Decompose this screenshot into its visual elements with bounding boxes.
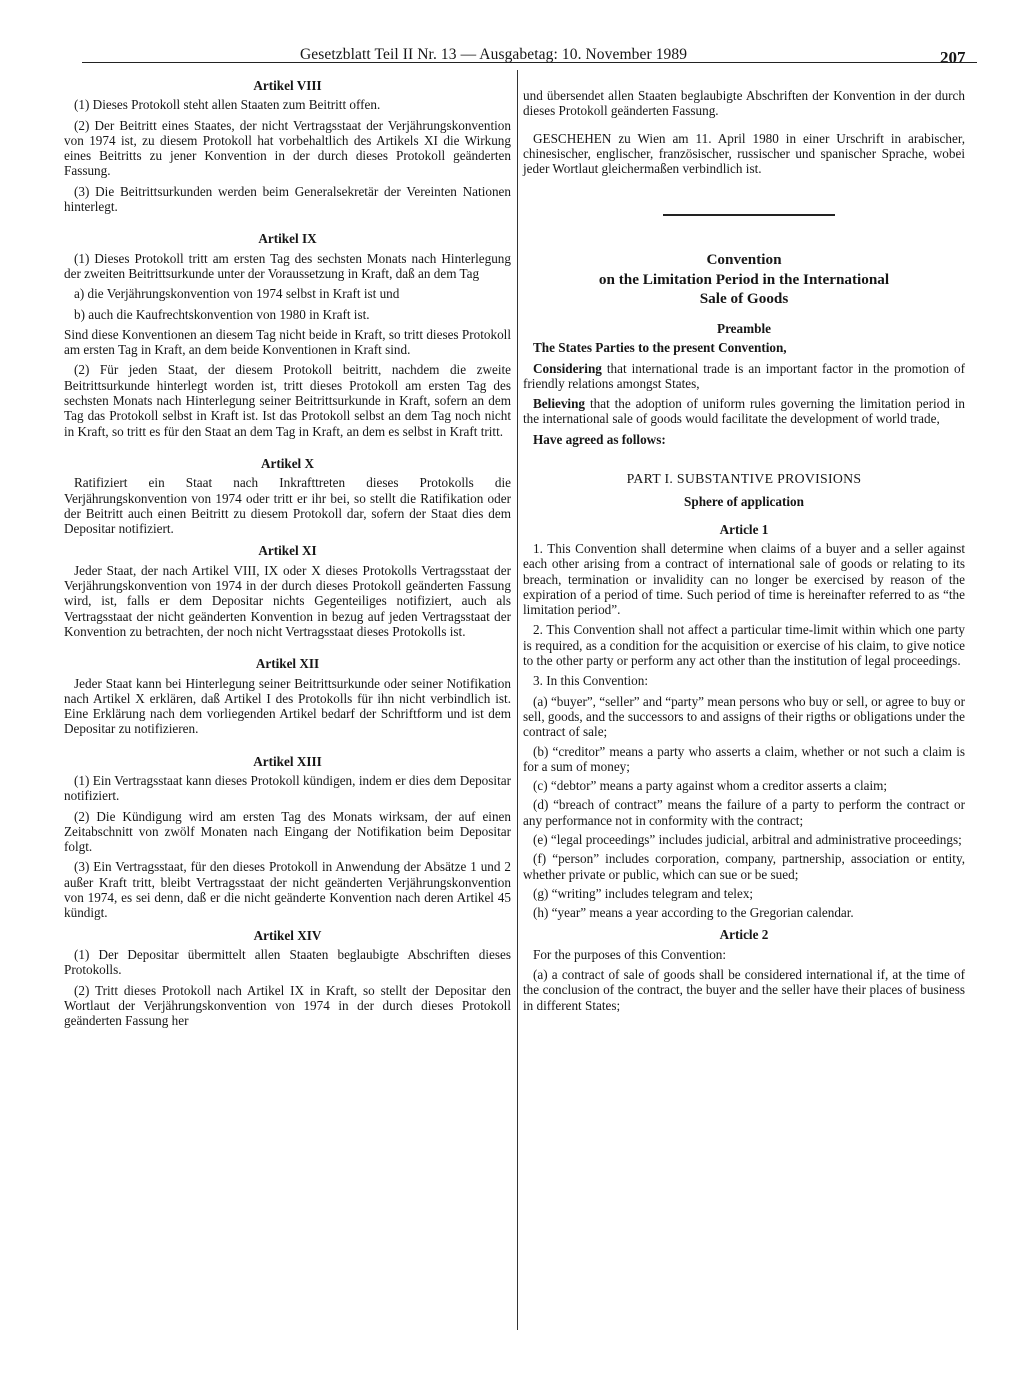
article-heading: Artikel VIII bbox=[253, 78, 322, 93]
article-heading: Article 2 bbox=[719, 927, 769, 943]
agreed-line: Have agreed as follows: bbox=[533, 431, 666, 447]
list-item: (d) “breach of contract” means the failure of a party to perform the contract or any performance not in conformity with the contract; bbox=[523, 797, 965, 828]
list-item: a) die Verjährungskonvention von 1974 selbst in Kraft ist und bbox=[74, 286, 400, 302]
paragraph: (3) Die Beitrittsurkunden werden beim Generalsekretär der Vereinten Nationen hinterlegt. bbox=[64, 183, 511, 215]
list-item: b) auch die Kaufrechtskonvention von 1980 in Kraft ist. bbox=[74, 306, 370, 322]
article-heading: Artikel XIV bbox=[253, 927, 322, 943]
column-divider bbox=[517, 70, 518, 1330]
believing-paragraph bbox=[523, 396, 965, 427]
paragraph: (2) Die Kündigung wird am ersten Tag des Monats wirksam, der auf einen Zeitabschnitt von zwölf Monaten nach Eingang der Notifikation beim Depositar folgt. bbox=[64, 808, 511, 855]
list-item: (b) “creditor” means a party who asserts a claim, whether or not such a claim is for a sum of money; bbox=[523, 743, 965, 774]
considering-lead: Considering bbox=[533, 360, 602, 376]
paragraph: Ratifiziert ein Staat nach Inkrafttreten dieses Protokolls die Verjährungskonvention von 1974 oder tritt er ihr bei, so stellt die Ratifikation oder der Beitritt auch einen Beitritt zu diesem Protokoll dar, sofern der Staat dies dem Depositar notifiziert. bbox=[64, 475, 511, 537]
part-heading: PART I. SUBSTANTIVE PROVISIONS bbox=[626, 471, 862, 487]
believing-text: that the adoption of uniform rules governing the limitation period in the international sale of goods would facilitate the development of world trade, bbox=[523, 396, 966, 427]
paragraph: Jeder Staat, der nach Artikel VIII, IX oder X dieses Protokolls Vertragsstaat der Verjährungskonvention von 1974 in der durch dieses Protokoll geänderten Fassung wird, ist, falls er dem Depositar nichts Gegenteiliges notifiziert, auch als Vertragsstaat der nicht geänderten Konvention in bezug auf jeden Vertragsstaat der Konvention zu betrachten, der noch nicht Vertragsstaat dieses Protokolls ist. bbox=[64, 562, 511, 639]
list-item: (a) “buyer”, “seller” and “party” mean persons who buy or sell, or agree to buy or sell, goods, and the successors to and assigns of their rigths or obligations under the contract of sale; bbox=[523, 693, 965, 740]
gazette-title: Gesetzblatt Teil II Nr. 13 — Ausgabetag: 10. November 1989 bbox=[300, 46, 688, 63]
list-item: (f) “person” includes corporation, company, partnership, association or entity, whether private or public, which can sue or be sued; bbox=[523, 851, 965, 882]
paragraph: For the purposes of this Convention: bbox=[533, 946, 727, 962]
convention-title bbox=[523, 250, 965, 309]
convention-title-line: on the Limitation Period in the International bbox=[598, 270, 890, 288]
list-item: (g) “writing” includes telegram and telex; bbox=[533, 885, 754, 901]
paragraph: (1) Dieses Protokoll steht allen Staaten zum Beitritt offen. bbox=[74, 97, 381, 113]
paragraph: 3. In this Convention: bbox=[533, 673, 649, 689]
article-heading: Artikel XIII bbox=[253, 753, 322, 769]
believing-lead: Believing bbox=[533, 396, 586, 412]
header-rule bbox=[82, 62, 977, 63]
list-item: (a) a contract of sale of goods shall be considered international if, at the time of the conclusion of the contract, the buyer and the seller have their places of business in different States; bbox=[523, 967, 965, 1013]
article-heading: Artikel XI bbox=[258, 543, 317, 559]
list-item: (c) “debtor” means a party against whom a creditor asserts a claim; bbox=[533, 778, 888, 794]
paragraph: (3) Ein Vertragsstaat, für den dieses Protokoll in Anwendung der Absätze 1 und 2 außer Kraft tritt, bleibt Vertragsstaat der nicht geänderten Verjährungskonvention von 1974, es sei denn, daß er die nicht geänderte Konvention nach deren Artikel 45 kündigt. bbox=[64, 859, 511, 921]
preamble-heading: Preamble bbox=[717, 320, 771, 336]
preamble-parties: The States Parties to the present Convention, bbox=[533, 340, 787, 356]
article-heading: Article 1 bbox=[719, 521, 769, 537]
page-header bbox=[0, 40, 1024, 70]
list-item: (h) “year” means a year according to the Gregorian calendar. bbox=[533, 905, 854, 921]
convention-title-line: Sale of Goods bbox=[699, 290, 789, 308]
done-at-paragraph: GESCHEHEN zu Wien am 11. April 1980 in einer Urschrift in arabischer, chinesischer, englischer, französischer, russischer und spanischer Sprache, wobei jeder Wortlaut gleichermaßen verbindlich ist. bbox=[523, 130, 965, 177]
paragraph: (1) Ein Vertragsstaat kann dieses Protokoll kündigen, indem er dies dem Depositar notifiziert. bbox=[64, 772, 511, 804]
list-item: (e) “legal proceedings” includes judicial, arbitral and administrative proceedings; bbox=[533, 832, 962, 847]
paragraph: 1. This Convention shall determine when claims of a buyer and a seller against each other arising from a contract of international sale of goods or relating to its breach, termination or invalidity can no longer be exercised by reason of the expiration of a period of time. Such period of time is hereinafter referred to as “the limitation period”. bbox=[523, 540, 965, 618]
paragraph: (1) Der Depositar übermittelt allen Staaten beglaubigte Abschriften dieses Protokolls. bbox=[64, 946, 511, 978]
article-heading: Artikel X bbox=[260, 455, 315, 471]
article-heading: Artikel IX bbox=[258, 231, 317, 247]
left-column bbox=[64, 78, 511, 1033]
paragraph: (2) Für jeden Staat, der diesem Protokoll beitritt, nachdem die zweite Beitrittsurkunde hinterlegt worden ist, tritt dieses Protokoll am ersten Tag des sechsten Monats nach Hinterlegung seiner Beitrittsurkunde in Kraft, sofern an dem Tag das Protokoll selbst in Kraft ist. Ist das Protokoll selbst an dem Tag noch nicht in Kraft, so tritt es für den Staat an dem Tag in Kraft, an dem es selbst in Kraft tritt. bbox=[64, 362, 511, 439]
paragraph: (1) Dieses Protokoll tritt am ersten Tag des sechsten Monats nach Hinterlegung der zweiten Beitrittsurkunde unter der Voraussetzung in Kraft, daß an dem Tag bbox=[64, 250, 511, 281]
paragraph: und übersendet allen Staaten beglaubigte Abschriften der Konvention in der durch dieses Protokoll geänderten Fassung. bbox=[523, 88, 965, 119]
article-heading: Artikel XII bbox=[255, 656, 320, 672]
section-rule bbox=[663, 214, 835, 216]
paragraph: Jeder Staat kann bei Hinterlegung seiner Beitrittsurkunde oder seiner Notifikation nach Artikel X erklären, daß Artikel I des Protokolls für ihn nicht verbindlich ist. Eine Erklärung nach dem vorliegenden Artikel bedarf der Schriftform und ist dem Depositar zu notifizieren. bbox=[64, 675, 511, 737]
paragraph: (2) Der Beitritt eines Staates, der nicht Vertragsstaat der Verjährungskonvention von 1974 ist, zu diesem Protokoll hat vorbehaltlich des Artikels XI die Wirkung eines Beitritts zu jener Konvention in der durch dieses Protokoll geänderten Fassung. bbox=[64, 117, 511, 179]
considering-paragraph bbox=[523, 361, 965, 392]
paragraph: (2) Tritt dieses Protokoll nach Artikel IX in Kraft, so stellt der Depositar den Wortlaut der Verjährungskonvention von 1974 in der durch dieses Protokoll geänderten Fassung her bbox=[64, 982, 511, 1029]
convention-title-line: Convention bbox=[706, 251, 782, 269]
page-number: 207 bbox=[940, 48, 966, 67]
section-heading: Sphere of application bbox=[684, 494, 804, 510]
paragraph: Sind diese Konventionen an diesem Tag nicht beide in Kraft, so tritt dieses Protokoll am ersten Tag in Kraft, an dem beide Konventionen in Kraft sind. bbox=[64, 326, 511, 358]
right-column bbox=[523, 88, 965, 1017]
paragraph: 2. This Convention shall not affect a particular time-limit within which one party is required, as a condition for the acquisition or exercise of his claim, to give notice to the other party or perform any act other than the institution of legal proceedings. bbox=[523, 622, 965, 669]
considering-text: that international trade is an important factor in the promotion of friendly relations amongst States, bbox=[523, 360, 966, 391]
